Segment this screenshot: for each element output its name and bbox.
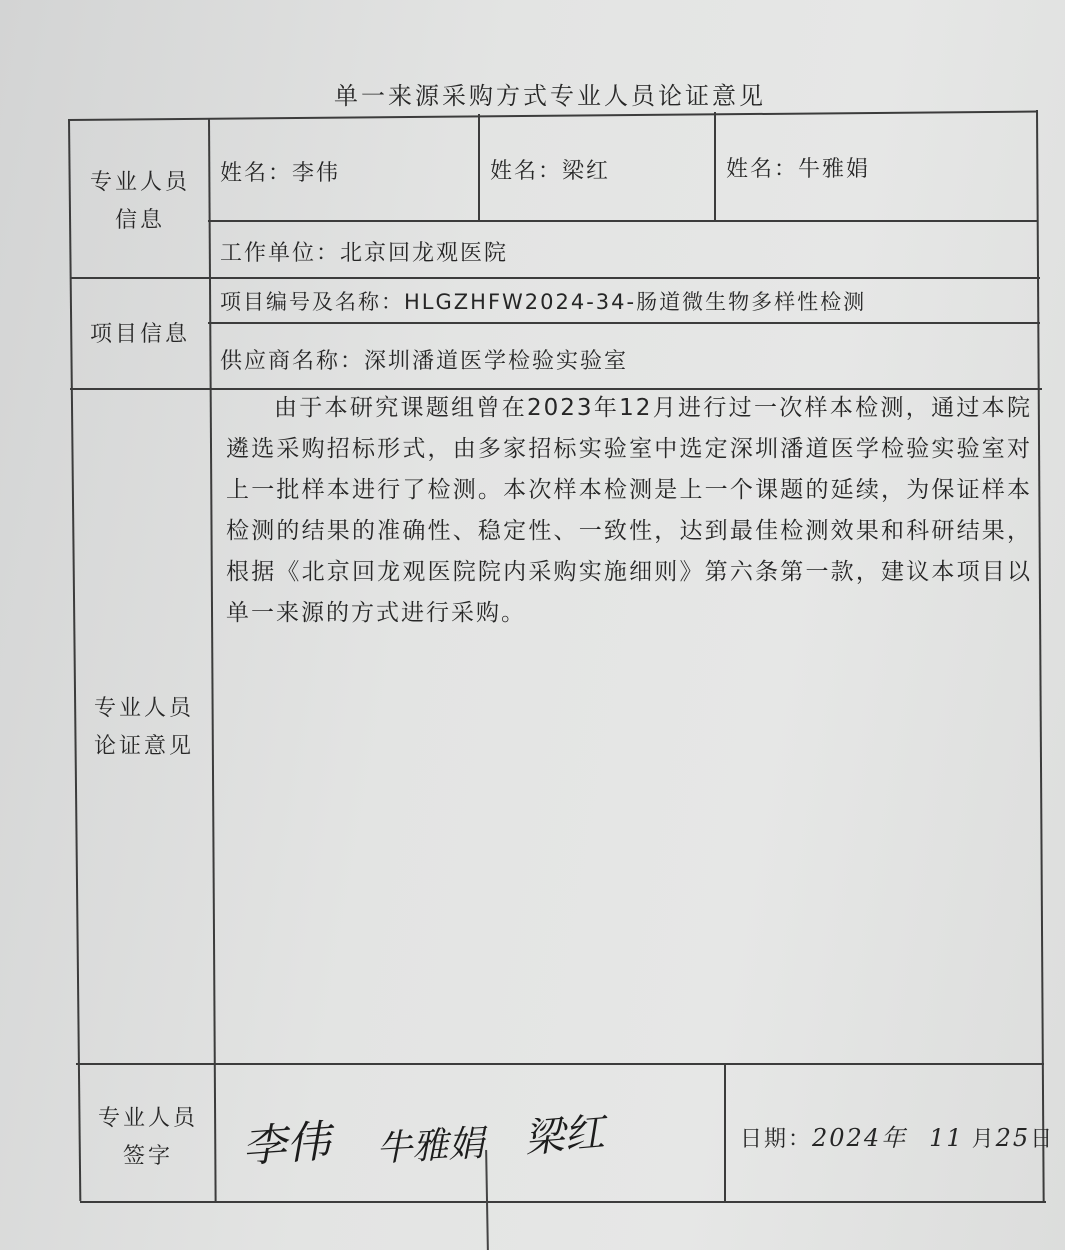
name-divider-2 (714, 112, 716, 220)
project-number-name: 项目编号及名称：HLGZHFW2024-34-肠道微生物多样性检测 (220, 290, 867, 314)
date-month: 11 (929, 1124, 964, 1152)
signature-3: 梁红 (522, 1109, 607, 1163)
table-border-row5 (76, 1063, 1044, 1065)
name-divider-1 (478, 114, 480, 220)
opinion-text: 由于本研究课题组曾在2023年12月进行过一次样本检测，通过本院遴选采购招标形式，由多家招标实验室中选定深圳潘道医学检验实验室对上一批样本进行了检测。本次样本检测是上一个课题的延续，为保证样本检测的结果的准确性、稳定性、一致性，达到最佳检测效果和科研结果，根据《北京回龙观医院院内采购实施细则》第六条第一款，建议本项目以单一来源的方式进行采购。 (226, 395, 1032, 626)
signature-divider (724, 1063, 726, 1201)
personnel-info-label: 专业人员 信息 (89, 170, 190, 233)
table-col-divider (208, 118, 217, 1201)
table-border-row3 (208, 322, 1040, 324)
name-field-2: 姓名：梁红 (490, 159, 611, 184)
table-border-left (68, 119, 81, 1201)
table-border-row2 (70, 277, 1040, 279)
opinion-label: 专业人员 论证意见 (93, 696, 194, 759)
table-border-row1 (208, 220, 1038, 222)
signature-label: 专业人员 签字 (97, 1106, 198, 1169)
date-label: 日期： (740, 1127, 813, 1152)
supplier-name: 供应商名称：深圳潘道医学检验实验室 (220, 349, 629, 374)
table-border-top (68, 111, 1038, 121)
date-year: 2024年 (812, 1124, 908, 1152)
name-field-3: 姓名：牛雅娟 (726, 157, 871, 182)
signature-1: 李伟 (240, 1115, 332, 1173)
signature-2: 牛雅娟 (375, 1123, 486, 1170)
page-title: 单一来源采购方式专业人员论证意见 (334, 82, 766, 110)
date-day: 25 (995, 1124, 1031, 1152)
signing-date (740, 1118, 1054, 1153)
project-info-label: 项目信息 (89, 322, 190, 347)
date-day-unit: 日 (1030, 1127, 1055, 1152)
table-border-right (1036, 110, 1045, 1201)
name-field-1: 姓名：李伟 (220, 161, 341, 186)
table-border-bottom (80, 1201, 1046, 1203)
date-month-unit: 月 (971, 1127, 996, 1152)
workplace-field: 工作单位：北京回龙观医院 (220, 241, 509, 266)
